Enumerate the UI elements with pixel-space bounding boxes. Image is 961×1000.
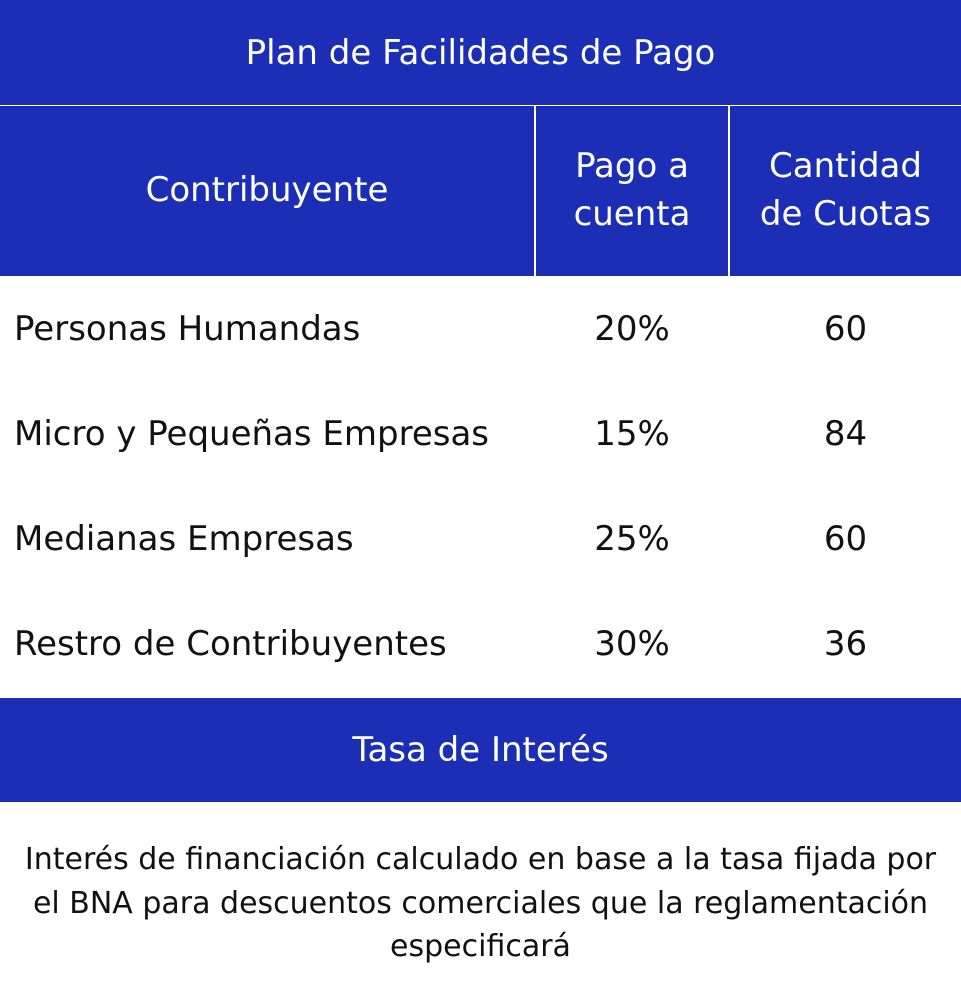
header-pago-a-cuenta xyxy=(536,106,728,276)
header-pago-line2: cuenta xyxy=(573,194,691,234)
row-cantidad-cuotas: 60 xyxy=(823,308,868,349)
interest-rate-note: Interés de financiación calculado en base a la tasa fijada por el BNA para descuentos comerciales que la reglamentación especificará xyxy=(24,842,937,964)
table-row xyxy=(0,486,961,591)
row-pago-a-cuenta: 20% xyxy=(594,308,670,349)
row-contribuyente: Personas Humandas xyxy=(14,308,361,349)
header-cuotas-line1: Cantidad xyxy=(769,146,922,187)
row-cantidad-cuotas: 60 xyxy=(823,518,868,559)
row-pago-a-cuenta: 15% xyxy=(594,413,670,454)
table-title-text: Plan de Facilidades de Pago xyxy=(245,32,716,73)
row-cantidad-cuotas: 36 xyxy=(823,623,868,664)
header-pago-line1: Pago a xyxy=(575,146,689,187)
column-divider-1 xyxy=(534,106,536,276)
header-cuotas-line2: de Cuotas xyxy=(759,194,932,234)
table-body xyxy=(0,276,961,696)
row-pago-a-cuenta: 25% xyxy=(594,518,670,559)
header-cantidad-cuotas xyxy=(730,106,961,276)
table-title xyxy=(0,0,961,105)
interest-rate-header xyxy=(0,698,961,802)
column-divider-2 xyxy=(728,106,730,276)
table-row xyxy=(0,276,961,381)
table-row xyxy=(0,591,961,696)
interest-rate-title: Tasa de Interés xyxy=(352,730,609,770)
header-divider xyxy=(0,105,961,106)
table-row xyxy=(0,381,961,486)
header-contribuyente xyxy=(0,106,534,276)
row-pago-a-cuenta: 30% xyxy=(594,623,670,664)
row-contribuyente: Medianas Empresas xyxy=(14,518,354,559)
row-contribuyente: Micro y Pequeñas Empresas xyxy=(14,413,490,454)
row-contribuyente: Restro de Contribuyentes xyxy=(14,623,447,664)
row-cantidad-cuotas: 84 xyxy=(823,413,868,454)
table-header-row xyxy=(0,106,961,276)
header-contribuyente-label: Contribuyente xyxy=(145,170,389,211)
